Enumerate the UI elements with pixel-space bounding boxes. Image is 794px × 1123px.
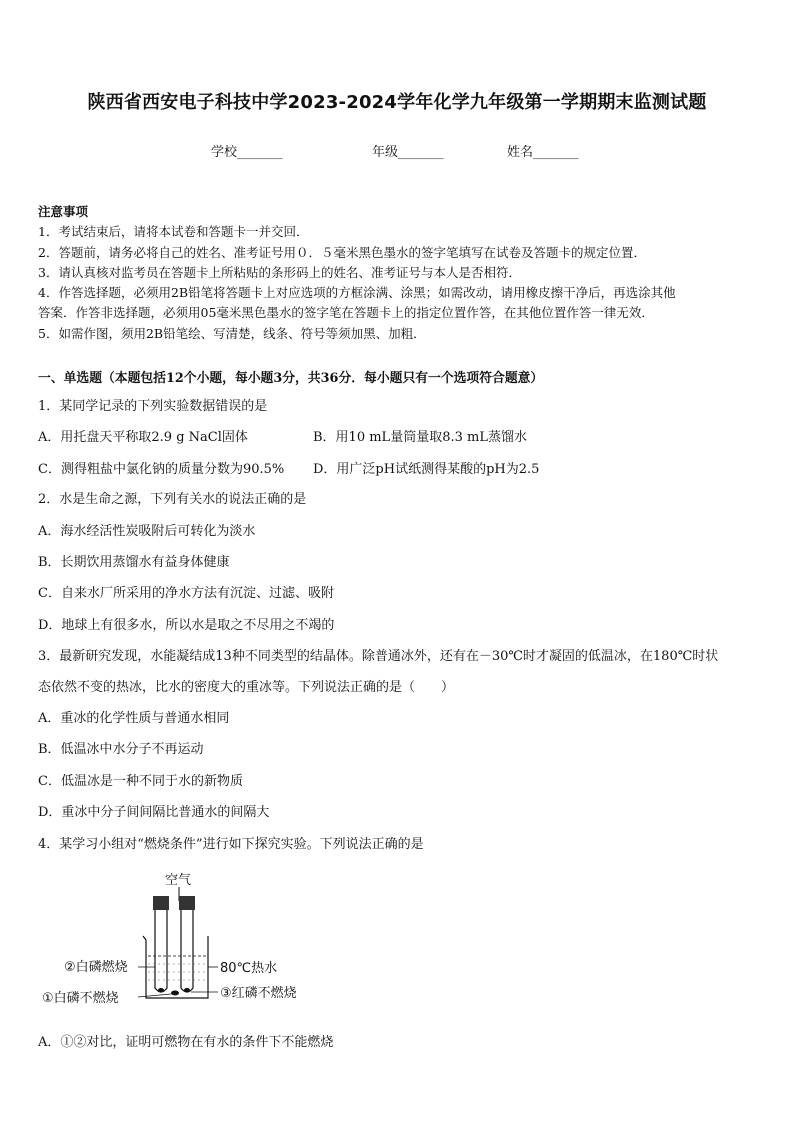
- label-white-phosphorus-burns: ②白磷燃烧: [64, 960, 128, 975]
- grade-field[interactable]: 年级_______: [372, 145, 444, 160]
- school-field[interactable]: 学校_______: [211, 145, 283, 160]
- stopper-right: [179, 896, 195, 910]
- notice-item-1: 1．考试结束后，请将本试卷和答题卡一并交回．: [38, 224, 309, 240]
- q1-option-b[interactable]: B．用10 mL量筒量取8.3 mL蒸馏水: [313, 430, 527, 445]
- q4-stem: 4．某学习小组对“燃烧条件”进行如下探究实验。下列说法正确的是: [38, 837, 424, 852]
- notice-item-4: 4．作答选择题，必须用2B铅笔将答题卡上对应选项的方框涂满、涂黑；如需改动，请用橡皮擦干净后，再选涂其他: [38, 285, 676, 301]
- notice-item-5: 5．如需作图，须用2B铅笔绘、写清楚，线条、符号等须加黑、加粗．: [38, 325, 426, 341]
- q1-option-a[interactable]: A．用托盘天平称取2.9 g NaCl固体: [38, 430, 248, 445]
- notice-block: [38, 202, 758, 344]
- white-phosphorus-in-tube: [158, 988, 164, 992]
- q2-option-a[interactable]: A．海水经活性炭吸附后可转化为淡水: [38, 524, 256, 539]
- q2-option-b[interactable]: B．长期饮用蒸馏水有益身体健康: [38, 555, 230, 570]
- stopper-left: [153, 896, 169, 910]
- notice-item-2: 2．答题前，请务必将自己的姓名、准考证号用０．５毫米黑色墨水的签字笔填写在试卷及答题卡的规定位置．: [38, 244, 646, 260]
- notice-item-3: 3．请认真核对监考员在答题卡上所粘贴的条形码上的姓名、准考证号与本人是否相符．: [38, 264, 521, 280]
- q3-option-b[interactable]: B．低温冰中水分子不再运动: [38, 742, 204, 757]
- q3-stem-line2: 态依然不变的热冰，比水的密度大的重冰等。下列说法正确的是（ ）: [38, 680, 455, 695]
- label-red-phosphorus-no-burn: ③红磷不燃烧: [220, 986, 297, 1001]
- q1-stem: 1．某同学记录的下列实验数据错误的是: [38, 399, 268, 414]
- section-heading: 一、单选题（本题包括12个小题，每小题3分，共36分．每小题只有一个选项符合题意）: [38, 371, 544, 386]
- q2-option-c[interactable]: C．自来水厂所采用的净水方法有沉淀、过滤、吸附: [38, 586, 334, 601]
- q3-option-d[interactable]: D．重冰中分子间间隔比普通水的间隔大: [38, 805, 270, 820]
- name-field[interactable]: 姓名_______: [507, 145, 579, 160]
- notice-item-4-cont: 答案．作答非选择题，必须用05毫米黑色墨水的签字笔在答题卡上的指定位置作答，在其他位置作答一律无效．: [38, 305, 654, 321]
- test-tube-left: [155, 910, 167, 992]
- notice-heading: 注意事项: [38, 204, 89, 219]
- test-tube-right: [181, 910, 193, 992]
- combustion-experiment-diagram: [38, 860, 338, 1020]
- q3-option-c[interactable]: C．低温冰是一种不同于水的新物质: [38, 774, 243, 789]
- q1-option-d[interactable]: D．用广泛pH试纸测得某酸的pH为2.5: [313, 462, 540, 477]
- q2-option-d[interactable]: D．地球上有很多水，所以水是取之不尽用之不竭的: [38, 618, 335, 633]
- q2-stem: 2．水是生命之源，下列有关水的说法正确的是: [38, 492, 307, 507]
- page-title: 陕西省西安电子科技中学2023-2024学年化学九年级第一学期期末监测试题: [87, 92, 707, 113]
- q4-option-a[interactable]: A．①②对比，证明可燃物在有水的条件下不能燃烧: [38, 1035, 334, 1050]
- q1-option-c[interactable]: C．测得粗盐中氯化钠的质量分数为90.5%: [38, 462, 285, 477]
- air-label: 空气: [165, 873, 192, 888]
- label-white-phosphorus-no-burn: ①白磷不燃烧: [42, 991, 119, 1006]
- q3-option-a[interactable]: A．重冰的化学性质与普通水相同: [38, 711, 230, 726]
- student-info-fields: [0, 141, 794, 161]
- q3-stem-line1: 3．最新研究发现，水能凝结成13种不同类型的结晶体。除普通冰外，还有在－30℃时才凝固的低温冰，在180℃时状: [38, 649, 719, 664]
- red-phosphorus-in-tube: [184, 988, 190, 992]
- white-phosphorus-in-water: [171, 991, 179, 996]
- label-hot-water: 80℃热水: [220, 961, 278, 976]
